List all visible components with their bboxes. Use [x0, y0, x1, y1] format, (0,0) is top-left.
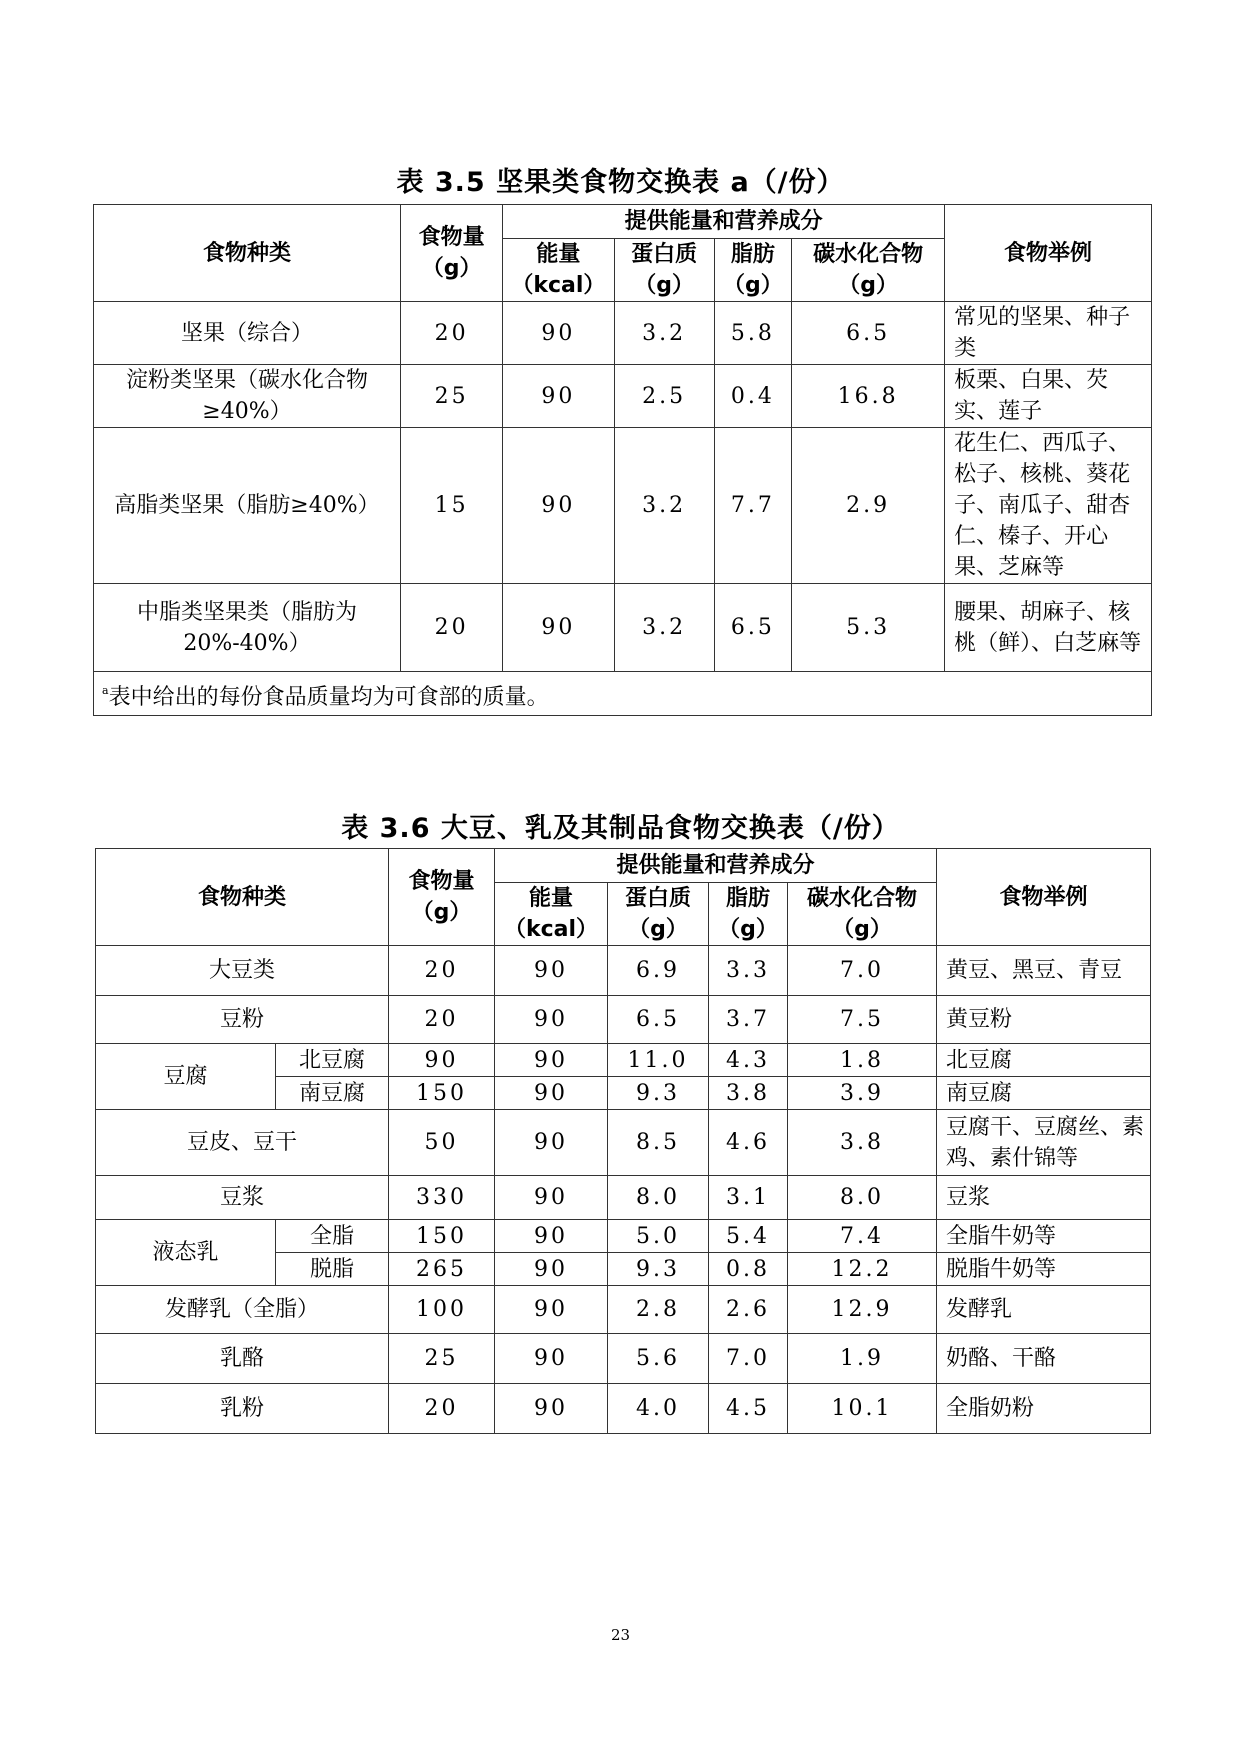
- amount-cell: 330: [389, 1176, 495, 1220]
- food-type-cell: 中脂类坚果类（脂肪为20%-40%）: [94, 584, 401, 672]
- header-fat: 脂肪（g）: [709, 883, 788, 946]
- carb-cell: 1.9: [788, 1334, 937, 1384]
- header-amount: 食物量（g）: [400, 205, 502, 302]
- food-subtype-cell: 脱脂: [276, 1253, 389, 1286]
- table-row: [94, 365, 1152, 428]
- amount-cell: 25: [389, 1334, 495, 1384]
- fat-cell: 3.1: [709, 1176, 788, 1220]
- protein-cell: 8.5: [608, 1110, 709, 1176]
- protein-cell: 3.2: [614, 584, 714, 672]
- protein-cell: 2.5: [614, 365, 714, 428]
- examples-cell: 全脂奶粉: [937, 1384, 1151, 1434]
- protein-cell: 9.3: [608, 1253, 709, 1286]
- examples-cell: 脱脂牛奶等: [937, 1253, 1151, 1286]
- energy-cell: 90: [495, 1253, 608, 1286]
- header-food-type: 食物种类: [96, 849, 389, 946]
- carb-cell: 12.9: [788, 1286, 937, 1334]
- food-subtype-cell: 北豆腐: [276, 1044, 389, 1077]
- amount-cell: 150: [389, 1220, 495, 1253]
- table-row: [96, 1220, 1151, 1253]
- table-3-5-caption: 表 3.5 坚果类食物交换表 a（/份）: [396, 167, 845, 198]
- protein-cell: 6.9: [608, 946, 709, 996]
- amount-cell: 100: [389, 1286, 495, 1334]
- energy-cell: 90: [495, 996, 608, 1044]
- header-energy: 能量（kcal）: [503, 239, 614, 302]
- energy-cell: 90: [503, 302, 614, 365]
- energy-cell: 90: [495, 946, 608, 996]
- food-type-cell: 淀粉类坚果（碳水化合物≥40%）: [94, 365, 401, 428]
- examples-cell: 南豆腐: [937, 1077, 1151, 1110]
- fat-cell: 5.8: [714, 302, 792, 365]
- food-type-cell: 大豆类: [96, 946, 389, 996]
- energy-cell: 90: [495, 1044, 608, 1077]
- examples-cell: 黄豆粉: [937, 996, 1151, 1044]
- food-type-cell: 乳酪: [96, 1334, 389, 1384]
- amount-cell: 25: [400, 365, 502, 428]
- fat-cell: 3.7: [709, 996, 788, 1044]
- table-row: [96, 996, 1151, 1044]
- fat-cell: 7.0: [709, 1334, 788, 1384]
- fat-cell: 6.5: [714, 584, 792, 672]
- amount-cell: 20: [400, 302, 502, 365]
- examples-cell: 板栗、白果、芡实、莲子: [945, 365, 1152, 428]
- energy-cell: 90: [495, 1286, 608, 1334]
- carb-cell: 8.0: [788, 1176, 937, 1220]
- header-examples: 食物举例: [945, 205, 1152, 302]
- energy-cell: 90: [495, 1384, 608, 1434]
- fat-cell: 5.4: [709, 1220, 788, 1253]
- food-type-cell: 乳粉: [96, 1384, 389, 1434]
- energy-cell: 90: [503, 428, 614, 584]
- examples-cell: 豆腐干、豆腐丝、素鸡、素什锦等: [937, 1110, 1151, 1176]
- amount-cell: 20: [389, 1384, 495, 1434]
- fat-cell: 4.5: [709, 1384, 788, 1434]
- food-type-cell: 豆浆: [96, 1176, 389, 1220]
- amount-cell: 20: [389, 946, 495, 996]
- fat-cell: 4.3: [709, 1044, 788, 1077]
- fat-cell: 3.3: [709, 946, 788, 996]
- food-group-cell: 液态乳: [96, 1220, 276, 1286]
- amount-cell: 150: [389, 1077, 495, 1110]
- fat-cell: 7.7: [714, 428, 792, 584]
- page-number: 23: [610, 1626, 631, 1644]
- energy-cell: 90: [495, 1077, 608, 1110]
- protein-cell: 11.0: [608, 1044, 709, 1077]
- food-type-cell: 豆皮、豆干: [96, 1110, 389, 1176]
- protein-cell: 2.8: [608, 1286, 709, 1334]
- table-row: [94, 428, 1152, 584]
- food-type-cell: 坚果（综合）: [94, 302, 401, 365]
- header-protein: 蛋白质（g）: [608, 883, 709, 946]
- table-row: [96, 1044, 1151, 1077]
- header-food-type: 食物种类: [94, 205, 401, 302]
- protein-cell: 8.0: [608, 1176, 709, 1220]
- carb-cell: 7.5: [788, 996, 937, 1044]
- protein-cell: 5.6: [608, 1334, 709, 1384]
- energy-cell: 90: [495, 1334, 608, 1384]
- carb-cell: 2.9: [792, 428, 945, 584]
- amount-cell: 20: [389, 996, 495, 1044]
- fat-cell: 0.4: [714, 365, 792, 428]
- amount-cell: 50: [389, 1110, 495, 1176]
- energy-cell: 90: [495, 1220, 608, 1253]
- soy-dairy-exchange-table: [95, 848, 1151, 1434]
- carb-cell: 3.9: [788, 1077, 937, 1110]
- fat-cell: 4.6: [709, 1110, 788, 1176]
- carb-cell: 12.2: [788, 1253, 937, 1286]
- header-nutrition-group: 提供能量和营养成分: [495, 849, 937, 883]
- examples-cell: 全脂牛奶等: [937, 1220, 1151, 1253]
- examples-cell: 发酵乳: [937, 1286, 1151, 1334]
- examples-cell: 北豆腐: [937, 1044, 1151, 1077]
- examples-cell: 奶酪、干酪: [937, 1334, 1151, 1384]
- table-row: [96, 1334, 1151, 1384]
- food-type-cell: 发酵乳（全脂）: [96, 1286, 389, 1334]
- protein-cell: 4.0: [608, 1384, 709, 1434]
- table-row: [96, 1176, 1151, 1220]
- amount-cell: 265: [389, 1253, 495, 1286]
- food-type-cell: 豆粉: [96, 996, 389, 1044]
- table-row: [96, 1384, 1151, 1434]
- table-row: [96, 1110, 1151, 1176]
- header-carb: 碳水化合物（g）: [792, 239, 945, 302]
- examples-cell: 豆浆: [937, 1176, 1151, 1220]
- examples-cell: 花生仁、西瓜子、松子、核桃、葵花子、南瓜子、甜杏仁、榛子、开心果、芝麻等: [945, 428, 1152, 584]
- header-energy: 能量（kcal）: [495, 883, 608, 946]
- table-footnote: [94, 672, 1152, 716]
- table-row: [94, 302, 1152, 365]
- table-3-6-caption: 表 3.6 大豆、乳及其制品食物交换表（/份）: [341, 813, 900, 844]
- food-subtype-cell: 南豆腐: [276, 1077, 389, 1110]
- protein-cell: 9.3: [608, 1077, 709, 1110]
- header-fat: 脂肪（g）: [714, 239, 792, 302]
- amount-cell: 20: [400, 584, 502, 672]
- energy-cell: 90: [503, 365, 614, 428]
- carb-cell: 7.4: [788, 1220, 937, 1253]
- table-row: [96, 946, 1151, 996]
- protein-cell: 3.2: [614, 302, 714, 365]
- food-type-cell: 高脂类坚果（脂肪≥40%）: [94, 428, 401, 584]
- table-row: [94, 584, 1152, 672]
- energy-cell: 90: [495, 1176, 608, 1220]
- protein-cell: 5.0: [608, 1220, 709, 1253]
- nut-exchange-table: [93, 204, 1152, 716]
- header-protein: 蛋白质（g）: [614, 239, 714, 302]
- header-nutrition-group: 提供能量和营养成分: [503, 205, 945, 239]
- carb-cell: 7.0: [788, 946, 937, 996]
- protein-cell: 6.5: [608, 996, 709, 1044]
- footnote-text: 表中给出的每份食品质量均为可食部的质量。: [108, 684, 549, 710]
- footnote-mark: a: [102, 683, 109, 697]
- fat-cell: 3.8: [709, 1077, 788, 1110]
- food-group-cell: 豆腐: [96, 1044, 276, 1110]
- header-carb: 碳水化合物（g）: [788, 883, 937, 946]
- carb-cell: 3.8: [788, 1110, 937, 1176]
- examples-cell: 常见的坚果、种子类: [945, 302, 1152, 365]
- examples-cell: 黄豆、黑豆、青豆: [937, 946, 1151, 996]
- energy-cell: 90: [495, 1110, 608, 1176]
- header-examples: 食物举例: [937, 849, 1151, 946]
- carb-cell: 10.1: [788, 1384, 937, 1434]
- carb-cell: 5.3: [792, 584, 945, 672]
- amount-cell: 90: [389, 1044, 495, 1077]
- header-amount: 食物量（g）: [389, 849, 495, 946]
- carb-cell: 6.5: [792, 302, 945, 365]
- examples-cell: 腰果、胡麻子、核桃（鲜）、白芝麻等: [945, 584, 1152, 672]
- food-subtype-cell: 全脂: [276, 1220, 389, 1253]
- amount-cell: 15: [400, 428, 502, 584]
- carb-cell: 1.8: [788, 1044, 937, 1077]
- energy-cell: 90: [503, 584, 614, 672]
- protein-cell: 3.2: [614, 428, 714, 584]
- carb-cell: 16.8: [792, 365, 945, 428]
- table-row: [96, 1286, 1151, 1334]
- fat-cell: 0.8: [709, 1253, 788, 1286]
- fat-cell: 2.6: [709, 1286, 788, 1334]
